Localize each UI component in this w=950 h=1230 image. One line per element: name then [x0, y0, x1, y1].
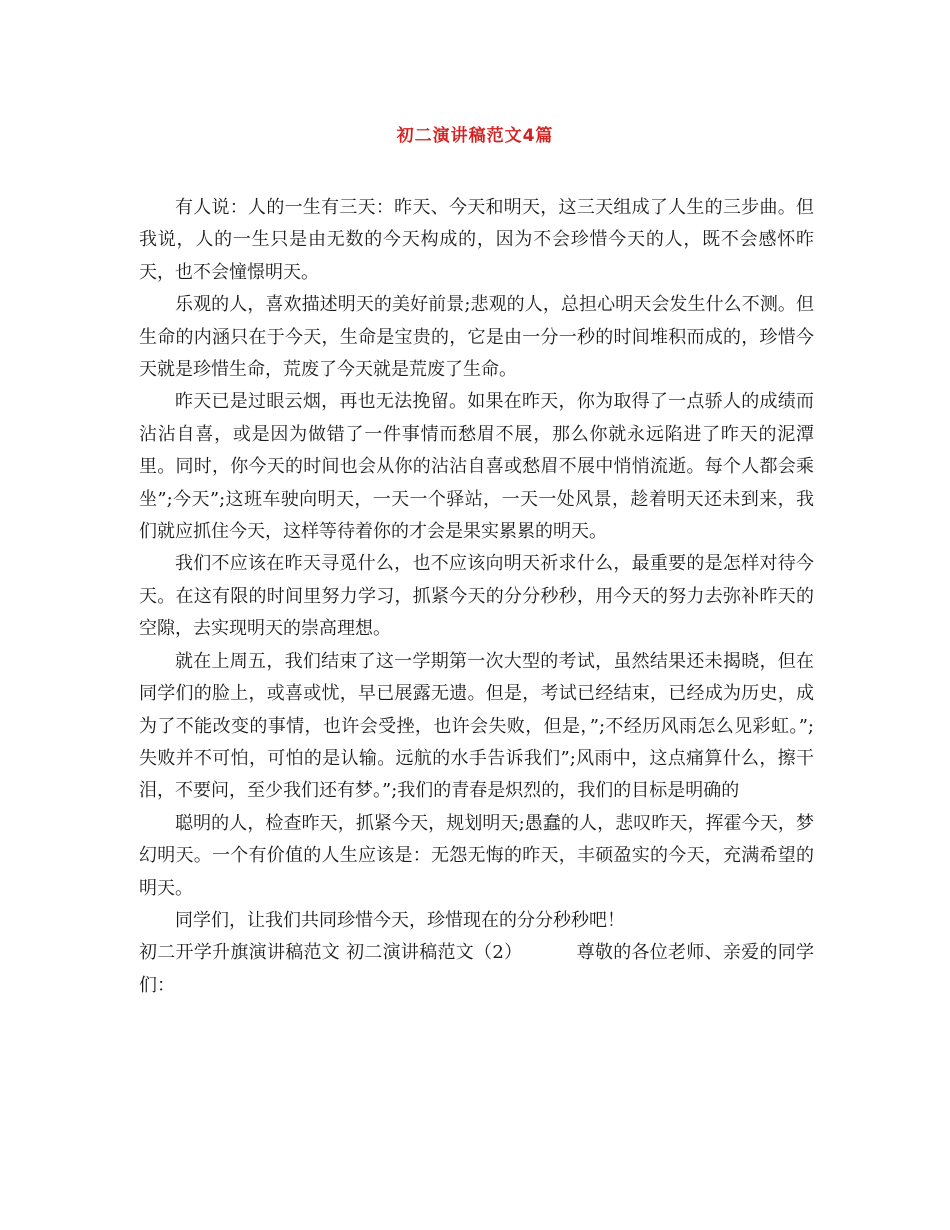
- closing-line-part1: 初二开学升旗演讲稿范文 初二演讲稿范文（2）: [139, 942, 523, 964]
- document-body: [139, 192, 814, 1002]
- paragraph-5: 就在上周五，我们结束了这一学期第一次大型的考试，虽然结果还未揭晓，但在同学们的脸上，或喜或忧，早已展露无遗。但是，考试已经结束，已经成为历史，成为了不能改变的事情，也许会受挫，也许会失败，但是，”;不经历风雨怎么见彩虹。”;失败并不可怕，可怕的是认输。远航的水手告诉我们”;风雨中，这点痛算什么，擦干泪，不要问，至少我们还有梦。”;我们的青春是炽烈的，我们的目标是明确的: [139, 650, 814, 802]
- paragraph-4: 我们不应该在昨天寻觅什么，也不应该向明天祈求什么，最重要的是怎样对待今天。在这有限的时间里努力学习，抓紧今天的分分秒秒，用今天的努力去弥补昨天的空隙，去实现明天的崇高理想。: [139, 553, 814, 640]
- paragraph-6: 聪明的人，检查昨天，抓紧今天，规划明天;愚蠢的人，悲叹昨天，挥霍今天，梦幻明天。一个有价值的人生应该是：无怨无悔的昨天，丰硕盈实的今天，充满希望的明天。: [139, 812, 814, 899]
- document-title: 初二演讲稿范文4篇: [396, 126, 554, 146]
- closing-line: [139, 937, 814, 1002]
- paragraph-1: 有人说：人的一生有三天：昨天、今天和明天，这三天组成了人生的三步曲。但我说，人的一生只是由无数的今天构成的，因为不会珍惜今天的人，既不会感怀昨天，也不会憧憬明天。: [139, 197, 814, 283]
- paragraph-3: 昨天已是过眼云烟，再也无法挽留。如果在昨天，你为取得了一点骄人的成绩而沾沾自喜，或是因为做错了一件事情而愁眉不展，那么你就永远陷进了昨天的泥潭里。同时，你今天的时间也会从你的沾沾自喜或愁眉不展中悄悄流逝。每个人都会乘坐”;今天”;这班车驶向明天，一天一个驿站，一天一处风景，趁着明天还未到来，我们就应抓住今天，这样等待着你的才会是果实累累的明天。: [139, 391, 814, 543]
- paragraph-2: 乐观的人，喜欢描述明天的美好前景;悲观的人，总担心明天会发生什么不测。但生命的内涵只在于今天，生命是宝贵的，它是由一分一秒的时间堆积而成的，珍惜今天就是珍惜生命，荒废了今天就是荒废了生命。: [139, 294, 814, 381]
- closing-line-part2: 尊敬的各位老师、亲爱的同学们：: [139, 942, 815, 996]
- paragraph-7: 同学们，让我们共同珍惜今天，珍惜现在的分分秒秒吧！: [175, 909, 625, 931]
